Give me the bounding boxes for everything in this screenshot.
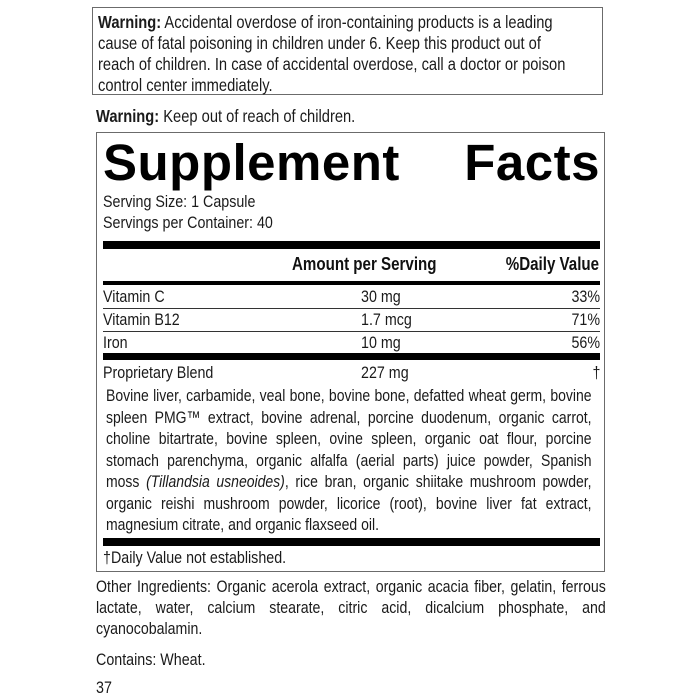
page-number: 37 [96,678,112,697]
iron-warning-box [92,7,603,95]
blend-name: Proprietary Blend [103,363,214,382]
nutrient-name: Iron [103,333,128,352]
nutrient-amount: 30 mg [361,287,401,306]
amount-per-serving-header: Amount per Serving [292,254,437,274]
nutrient-name: Vitamin B12 [103,310,180,329]
servings-per-container: Servings per Container: 40 [103,213,273,232]
blend-ingredients: Bovine liver, carbamide, veal bone, bovine bone, defatted wheat germ, bovine spleen PMG™ extract, bovine adrenal, porcine duodenum, organic carrot, choline bitartrate, bovine spleen, ovine spleen, organic oat flour, porcine stomach parenchyma, organic alfalfa (aerial parts) juice powder, Spanish moss (Tillandsia usneoides), rice bran, organic shiitake mushroom powder, organic reishi mushroom powder, licorice (root), bovine liver fat extract, magnesium citrate, and organic flaxseed oil. [106,386,592,534]
nutrient-name: Vitamin C [103,287,165,306]
other-ingredients: Other Ingredients: Organic acerola extract, organic acacia fiber, gelatin, ferrous lactate, water, calcium stearate, citric acid, dicalcium phosphate, and cyanocobalamin. [96,577,606,638]
nutrient-amount: 1.7 mcg [361,310,412,329]
thick-divider [103,353,600,360]
iron-warning-line-3: reach of children. In case of accidental overdose, call a doctor or poison [98,54,566,74]
iron-warning-line-4: control center immediately. [98,75,273,95]
daily-value-footnote: †Daily Value not established. [103,548,287,567]
warning-label: Warning: [98,12,162,32]
nutrient-row [103,332,600,354]
nutrient-daily-value: 33% [571,287,600,306]
thick-divider [103,538,600,546]
supplement-facts-panel [96,132,605,572]
nutrient-row [103,309,600,331]
daily-value-header: %Daily Value [505,254,599,274]
warning-label: Warning: [96,106,160,126]
blend-amount: 227 mg [361,363,409,382]
botanical-name: (Tillandsia usneoides) [146,472,285,491]
blend-daily-value: † [592,363,600,382]
children-warning: Warning: Keep out of reach of children. [96,106,356,126]
thick-divider [103,241,600,249]
supplement-facts-title: Supplement Facts [103,134,600,191]
allergen-statement: Contains: Wheat. [96,650,206,669]
iron-warning-line-1: Warning: Accidental overdose of iron-containing products is a leading [98,12,553,32]
iron-warning-line-2: cause of fatal poisoning in children under 6. Keep this product out of [98,33,541,53]
nutrient-amount: 10 mg [361,333,401,352]
nutrient-row [103,286,600,308]
proprietary-blend-row [103,362,600,384]
nutrient-daily-value: 56% [571,333,600,352]
serving-size: Serving Size: 1 Capsule [103,192,256,211]
header-divider [103,281,600,285]
nutrient-daily-value: 71% [571,310,600,329]
